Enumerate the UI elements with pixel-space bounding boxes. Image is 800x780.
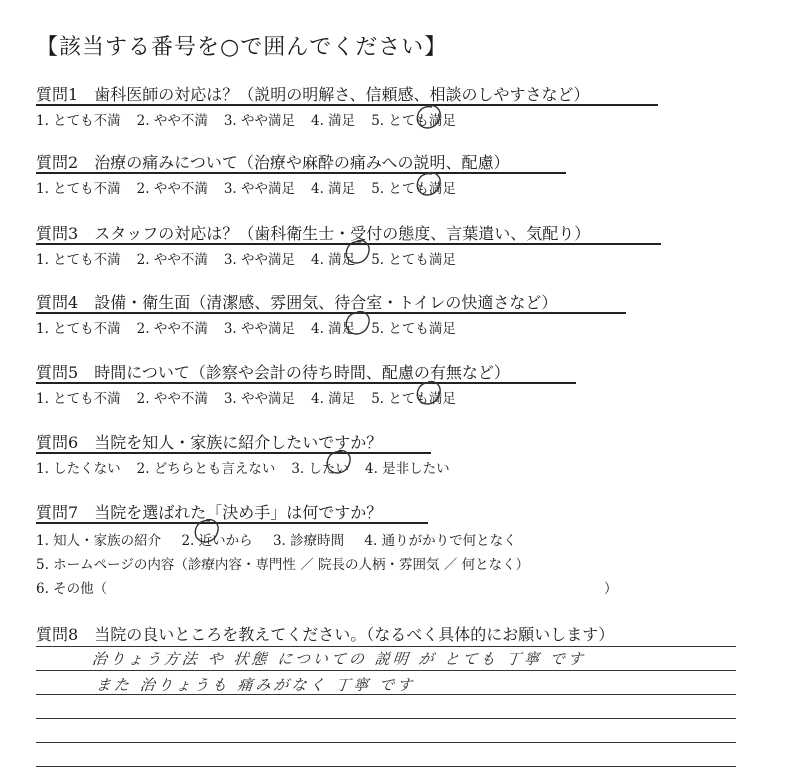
question-3-option-2[interactable]: 2. やや不満 — [136, 252, 208, 268]
question-4-option-4[interactable]: 4. 満足 — [311, 321, 356, 337]
question-1-option-4[interactable]: 4. 満足 — [311, 113, 356, 129]
question-7-option-4[interactable]: 4. 通りがかりで何となく — [364, 533, 517, 549]
question-7-option-3[interactable]: 3. 診療時間 — [272, 533, 345, 549]
question-6-option-2[interactable]: 2. どちらとも言えない — [136, 461, 276, 477]
question-3-option-1[interactable]: 1. とても不満 — [36, 252, 121, 268]
question-3-option-3[interactable]: 3. やや満足 — [223, 252, 296, 268]
question-1-label: 質問1 — [36, 85, 79, 104]
question-2-option-4[interactable]: 4. 満足 — [311, 181, 356, 197]
circle-mark-q7 — [195, 520, 218, 542]
question-2-option-3[interactable]: 3. やや満足 — [223, 181, 296, 197]
question-2-label: 質問2 — [36, 153, 79, 172]
question-2-option-1[interactable]: 1. とても不満 — [36, 181, 121, 197]
question-7-option-2[interactable]: 2. 近いから — [181, 533, 253, 549]
question-5-option-4[interactable]: 4. 満足 — [311, 391, 356, 407]
question-2-option-2[interactable]: 2. やや不満 — [136, 181, 208, 197]
question-7-label: 質問7 — [36, 503, 79, 522]
question-3-text: スタッフの対応は？（歯科衛生士・受付の態度、言葉遣い、気配り） — [94, 224, 591, 243]
question-2-text: 治療の痛みについて（治療や麻酔の痛みへの説明、配慮） — [94, 153, 510, 172]
handwritten-answer-line-2[interactable]: また 治りょうも 痛みがなく 丁寧 です — [95, 676, 416, 694]
circle-mark-q3 — [346, 241, 369, 263]
question-7-option-6[interactable]: 6. その他（ — [36, 581, 108, 597]
question-2-option-5[interactable]: 5. とても満足 — [371, 181, 456, 197]
handwritten-answer-line-1[interactable]: 治りょう方法 や 状態 についての 説明 が とても 丁寧 です — [91, 650, 587, 668]
question-7-text: 当院を選ばれた「決め手」は何ですか？ — [94, 503, 383, 522]
question-4-text: 設備・衛生面（清潔感、雰囲気、待合室・トイレの快適さなど） — [94, 293, 558, 312]
question-5-option-1[interactable]: 1. とても不満 — [36, 391, 121, 407]
form-title: 【該当する番号を○で囲んでください】 — [36, 35, 448, 60]
question-5-option-5[interactable]: 5. とても満足 — [371, 391, 456, 407]
question-4-label: 質問4 — [36, 293, 79, 312]
circle-mark-q6 — [327, 451, 350, 473]
question-8-text: 当院の良いところを教えてください。（なるべく具体的にお願いします） — [94, 625, 615, 644]
circle-mark-q2 — [417, 173, 440, 195]
question-1-text: 歯科医師の対応は？（説明の明解さ、信頼感、相談のしやすさなど） — [94, 85, 590, 104]
question-4-option-3[interactable]: 3. やや満足 — [223, 321, 296, 337]
question-6-option-4[interactable]: 4. 是非したい — [365, 461, 450, 477]
question-4-option-2[interactable]: 2. やや不満 — [136, 321, 208, 337]
question-6-option-1[interactable]: 1. したくない — [36, 461, 121, 477]
question-5-option-2[interactable]: 2. やや不満 — [136, 391, 208, 407]
question-3-option-4[interactable]: 4. 満足 — [311, 252, 356, 268]
question-1-option-2[interactable]: 2. やや不満 — [136, 113, 208, 129]
question-5-option-3[interactable]: 3. やや満足 — [223, 391, 296, 407]
question-3-option-5[interactable]: 5. とても満足 — [371, 252, 456, 268]
question-4-option-1[interactable]: 1. とても不満 — [36, 321, 121, 337]
question-7-option-1[interactable]: 1. 知人・家族の紹介 — [36, 533, 162, 549]
question-5-label: 質問5 — [36, 363, 79, 382]
question-5-text: 時間について（診察や会計の待ち時間、配慮の有無など） — [94, 363, 510, 382]
question-6-label: 質問6 — [36, 433, 79, 452]
circle-mark-q1 — [417, 106, 440, 128]
question-8-label: 質問8 — [36, 625, 79, 644]
question-4-option-5[interactable]: 5. とても満足 — [371, 321, 456, 337]
circle-mark-q5 — [417, 382, 440, 404]
question-1-option-3[interactable]: 3. やや満足 — [223, 113, 296, 129]
circle-mark-q4 — [346, 312, 369, 334]
question-6-option-3[interactable]: 3. したい — [291, 461, 350, 477]
question-7-option-6-close: ） — [604, 581, 618, 597]
question-1-option-5[interactable]: 5. とても満足 — [371, 113, 456, 129]
question-7-option-5[interactable]: 5. ホームページの内容（診療内容・専門性 ／ 院長の人柄・雰囲気 ／ 何となく） — [36, 557, 530, 573]
question-6-text: 当院を知人・家族に紹介したいですか？ — [94, 433, 383, 452]
question-1-option-1[interactable]: 1. とても不満 — [36, 113, 121, 129]
question-3-label: 質問3 — [36, 224, 79, 243]
